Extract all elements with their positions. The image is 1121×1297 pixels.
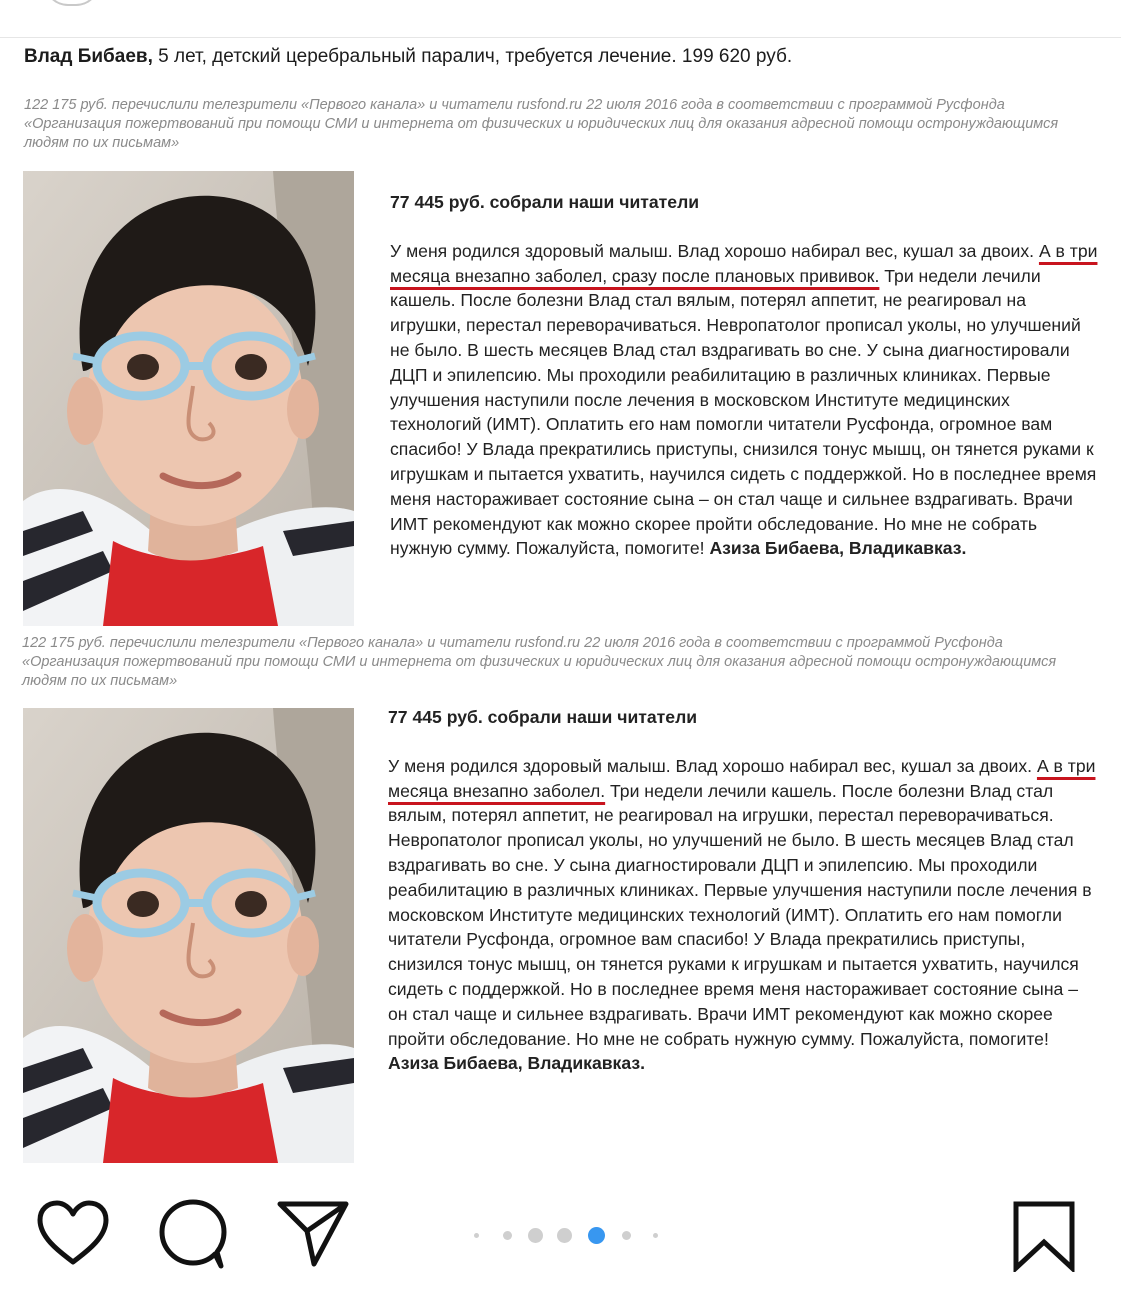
child-photo bbox=[23, 708, 354, 1163]
share-button[interactable] bbox=[276, 1198, 350, 1270]
story-body: Три недели лечили кашель. После болезни Влад стал вялым, потерял аппетит, не реагировал на игрушки, перестал переворачиваться. Невропатолог прописал уколы, но улучшений не было. В шесть месяцев Влад стал вздрагивать во сне. У сына диагностировали ДЦП и эпилепсию. Мы проходили реабилитацию в различных клиниках. Первые улучшения наступили после лечения в московском Институте медицинских технологий (ИМТ). Оплатить его нам помогли читатели Русфонда, огромное вам спасибо! У Влада прекратились приступы, снизился тонус мышц, он тянется руками к игрушкам и пытается ухватить, научился сидеть с поддержкой. Но в последнее время меня настораживает состояние сына – он стал чаще и сильнее вздрагивать. Врачи ИМТ рекомендуют как можно скорее пройти обследование. Но мне не собрать нужную сумму. Пожалуйста, помогите! bbox=[388, 780, 1092, 1049]
story-body: Три недели лечили кашель. После болезни Влад стал вялым, потерял аппетит, не реагировал на игрушки, перестал переворачиваться. Невропатолог прописал уколы, но улучшений не было. В шесть месяцев Влад стал вздрагивать во сне. У сына диагностировали ДЦП и эпилепсию. Мы проходили реабилитацию в различных клиниках. Первые улучшения наступили после лечения в московском Институте медицинских технологий (ИМТ). Оплатить его нам помогли читатели Русфонда, огромное вам спасибо! У Влада прекратились приступы, снизился тонус мышц, он тянется руками к игрушкам и пытается ухватить, научился сидеть с поддержкой. Но в последнее время меня настораживает состояние сына – он стал чаще и сильнее вздрагивать. Врачи ИМТ рекомендуют как можно скорее пройти обследование. Но мне не собрать нужную сумму. Пожалуйста, помогите! bbox=[390, 265, 1097, 559]
comment-button[interactable] bbox=[157, 1198, 229, 1270]
top-bar bbox=[0, 0, 1121, 38]
fund-note: 122 175 руб. перечислили телезрители «Первого канала» и читатели rusfond.ru 22 июля 2016 года в соответствии с программой Русфонда «Организация пожертвований при помощи СМИ и интернета от физических и юридических лиц для оказания адресной помощи остронуждающимся людям по их письмам» bbox=[24, 97, 1059, 151]
card-title: 77 445 руб. собрали наши читатели bbox=[390, 192, 700, 212]
post-headline bbox=[24, 45, 1104, 69]
story-card bbox=[390, 190, 1100, 561]
headline-name: Влад Бибаев, bbox=[24, 46, 153, 67]
story-signature: Азиза Бибаева, Владикавказ. bbox=[388, 1053, 645, 1074]
carousel-dot bbox=[528, 1228, 543, 1243]
child-photo bbox=[23, 171, 354, 626]
carousel-dot bbox=[622, 1231, 631, 1240]
story-signature: Азиза Бибаева, Владикавказ. bbox=[709, 538, 967, 559]
paper-plane-icon bbox=[276, 1198, 350, 1270]
carousel-dot bbox=[503, 1231, 512, 1240]
carousel-dot bbox=[557, 1228, 572, 1243]
bookmark-icon bbox=[1010, 1200, 1078, 1272]
profile-avatar[interactable] bbox=[44, 0, 100, 6]
headline-details: 5 лет, детский церебральный паралич, требуется лечение. 199 620 руб. bbox=[152, 46, 793, 67]
story-text bbox=[390, 239, 1100, 561]
carousel-dot-active bbox=[588, 1227, 605, 1244]
highlighted-sentence: А в три месяца внезапно заболел, сразу после плановых прививок. bbox=[390, 240, 1098, 286]
card-title: 77 445 руб. собрали наши читатели bbox=[388, 707, 698, 727]
child-portrait-illustration bbox=[23, 708, 354, 1163]
carousel-dot bbox=[653, 1233, 658, 1238]
carousel-indicator bbox=[462, 1225, 658, 1245]
fund-note: 122 175 руб. перечислили телезрители «Первого канала» и читатели rusfond.ru 22 июля 2016 года в соответствии с программой Русфонда «Организация пожертвований при помощи СМИ и интернета от физических и юридических лиц для оказания адресной помощи остронуждающимся людям по их письмам» bbox=[22, 635, 1057, 689]
story-intro: У меня родился здоровый малыш. Влад хорошо набирал вес, кушал за двоих. bbox=[390, 240, 1039, 261]
comment-bubble-icon bbox=[157, 1198, 229, 1270]
carousel-dot bbox=[474, 1233, 479, 1238]
highlighted-sentence: А в три месяца внезапно заболел. bbox=[388, 755, 1096, 801]
like-button[interactable] bbox=[36, 1200, 110, 1266]
child-portrait-illustration bbox=[23, 171, 354, 626]
story-card bbox=[388, 705, 1100, 1076]
save-button[interactable] bbox=[1010, 1200, 1078, 1272]
heart-icon bbox=[36, 1200, 110, 1266]
story-text bbox=[388, 754, 1100, 1076]
story-intro: У меня родился здоровый малыш. Влад хорошо набирал вес, кушал за двоих. bbox=[388, 755, 1037, 776]
